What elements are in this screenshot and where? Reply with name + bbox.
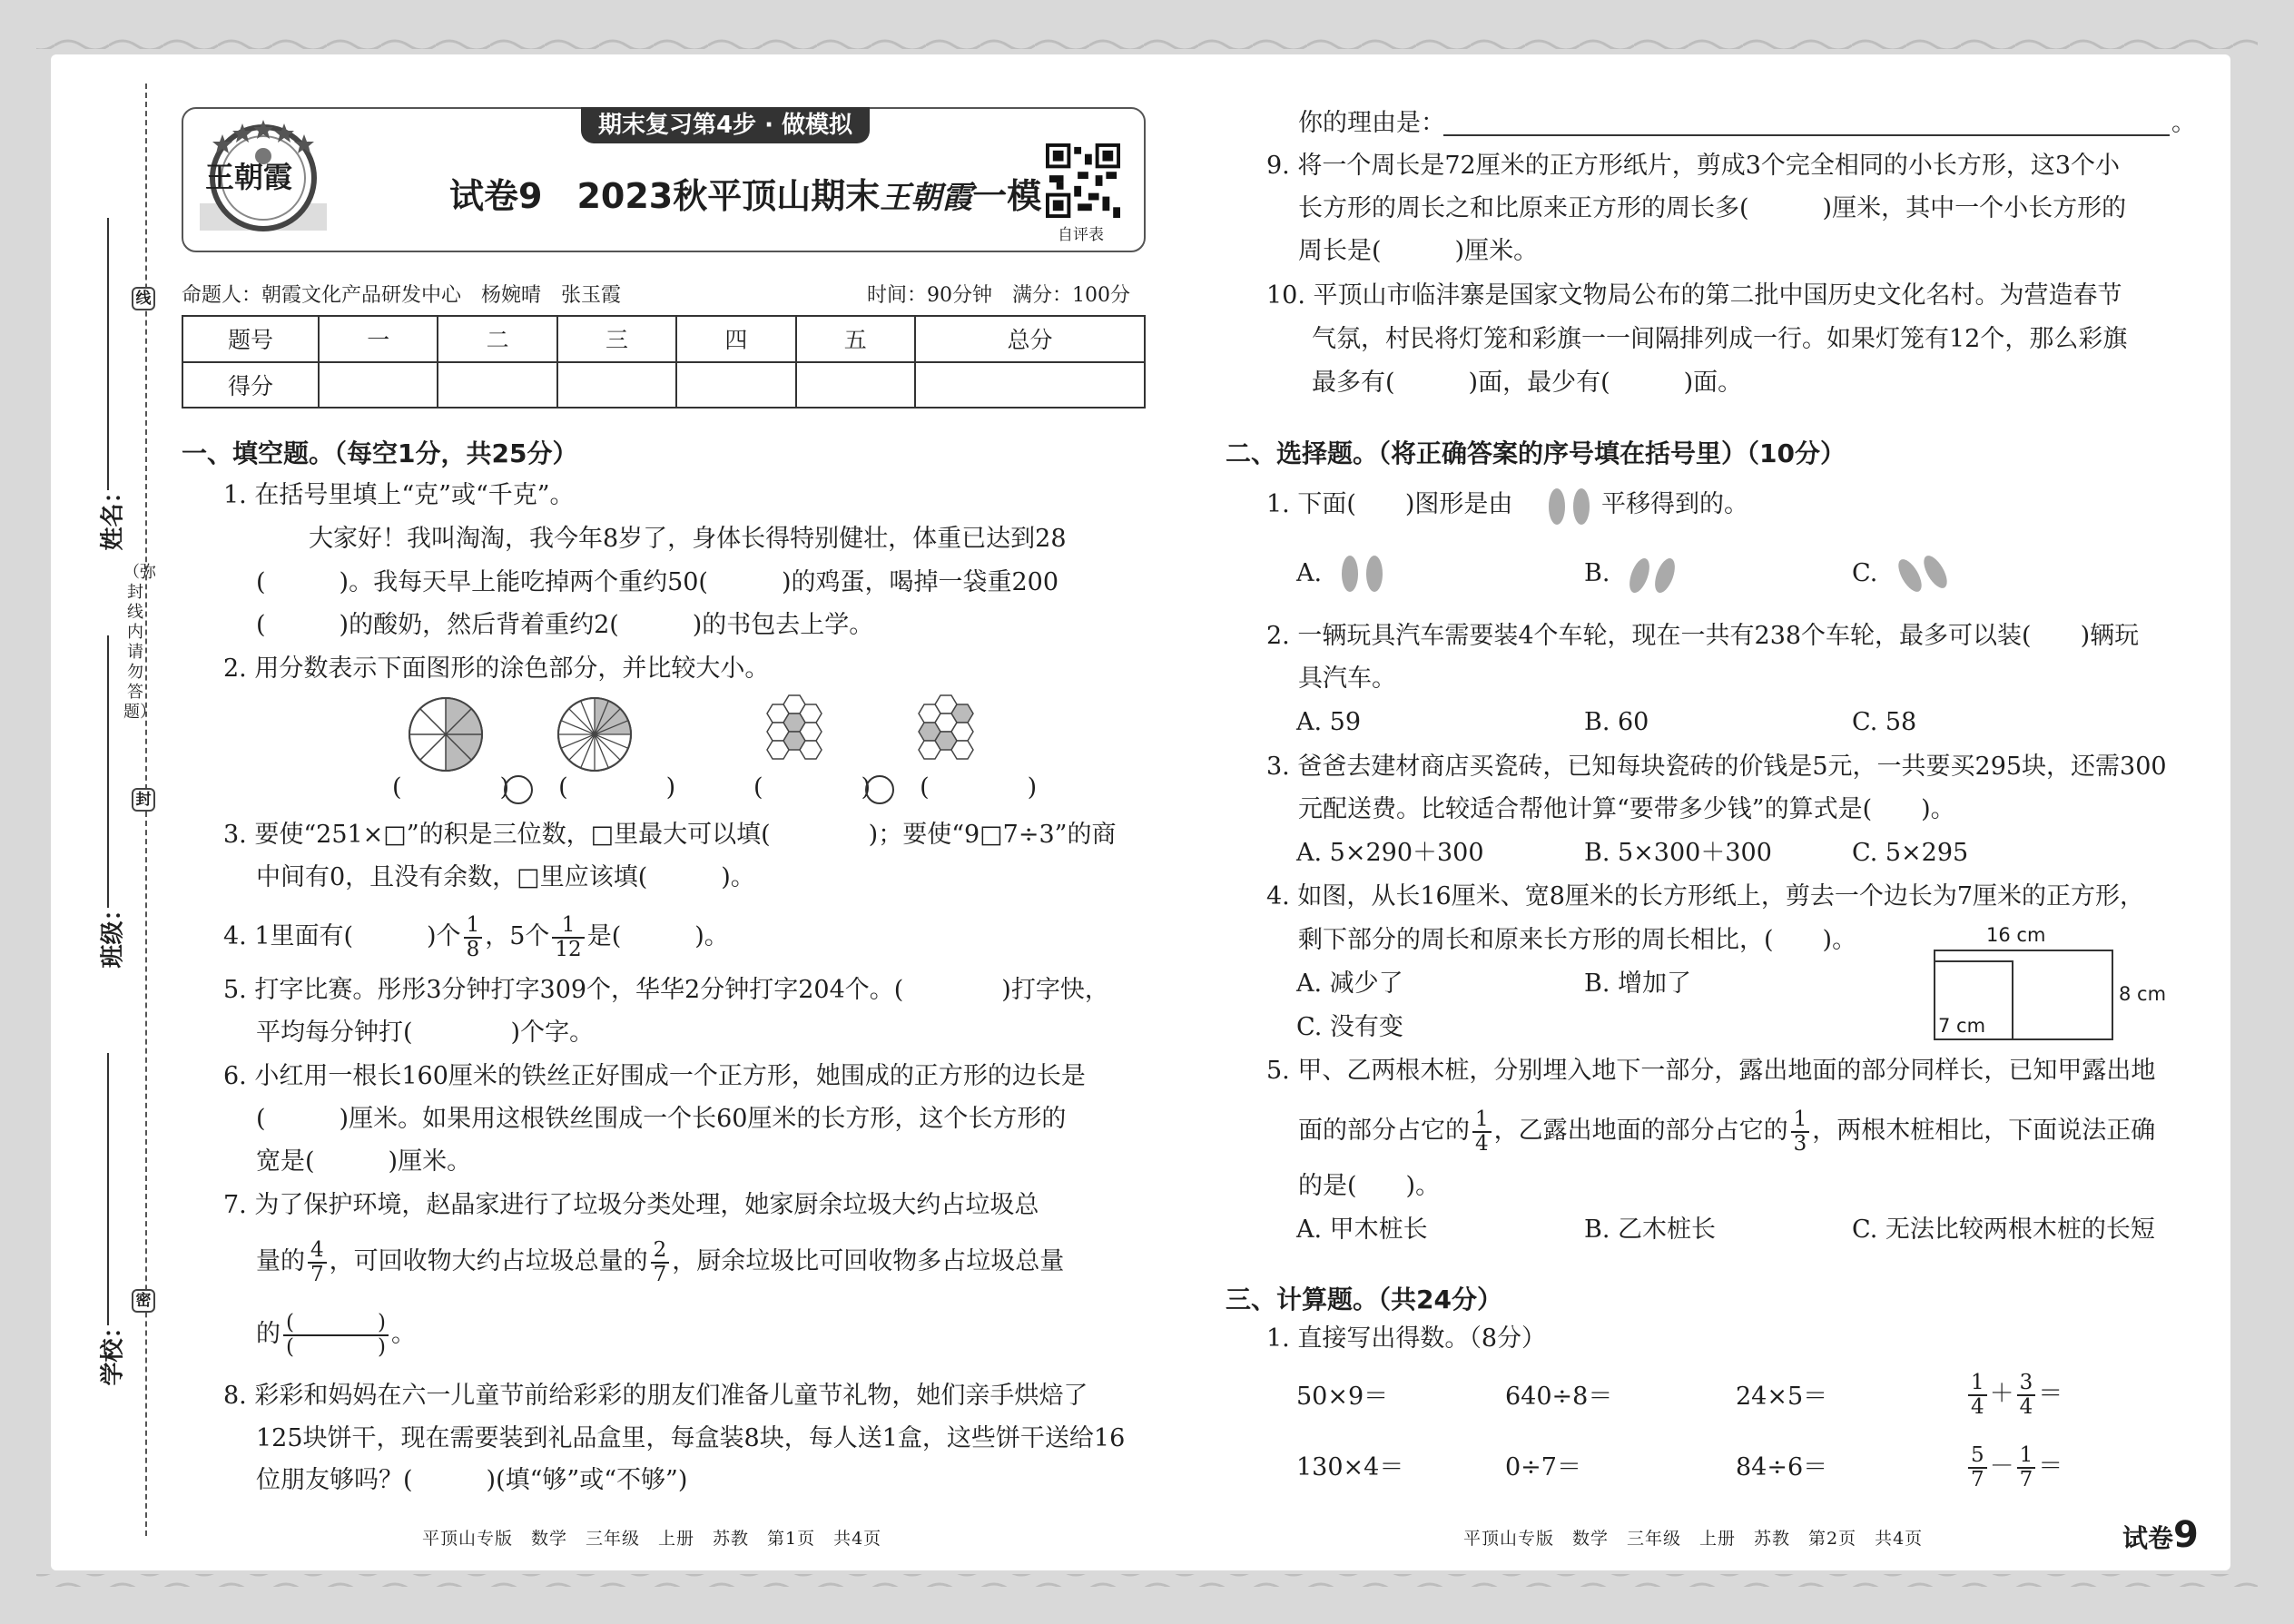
frac-den: 7 (310, 1262, 324, 1286)
s2-q1-option-c[interactable]: C. (1852, 559, 1878, 587)
frac-num: 1 (2017, 1444, 2036, 1469)
s1-q1-stem: 1. 在括号里填上“克”或“千克”。 (223, 481, 575, 509)
frac-den: 7 (1971, 1467, 1984, 1491)
q9-line2: 长方形的周长之和比原来正方形的周长多( )厘米，其中一个小长方形的 (1298, 194, 2127, 222)
fraction (308, 1239, 327, 1286)
s1-q1-line2: ( )。我每天早上能吃掉两个重约50( )的鸡蛋，喝掉一袋重200 (256, 568, 1059, 596)
s1-q7-line1: 7. 为了保护环境，赵晶家进行了垃圾分类处理，她家厨余垃圾大约占垃圾总 (223, 1191, 1039, 1219)
s2-q5-option[interactable]: C. 无法比较两根木桩的长短 (1852, 1216, 2155, 1244)
frac-den: 7 (653, 1262, 667, 1286)
s1-q7-l2c: ，厨余垃圾比可回收物多占垃圾总量 (672, 1247, 1065, 1275)
paper-tag-number: 9 (2173, 1514, 2199, 1556)
s2-q2-line2: 具汽车。 (1298, 664, 1396, 693)
calc-item: 24×5＝ (1736, 1383, 1828, 1411)
frac-num: 3 (2017, 1372, 2036, 1396)
s1-q5-line2: 平均每分钟打( )个字。 (256, 1019, 595, 1047)
s2-q2-line1: 2. 一辆玩具汽车需要装4个车轮，现在一共有238个车轮，最多可以装( )辆玩 (1266, 622, 2140, 650)
score-cell: 题号 (182, 316, 319, 362)
school-line (107, 1053, 109, 1325)
frac-num: 4 (308, 1239, 327, 1264)
qr-label: 自评表 (1058, 226, 1104, 244)
score-input[interactable] (915, 362, 1145, 408)
title-suffix: 一模 (972, 176, 1042, 216)
q10-line2: 气氛，村民将灯笼和彩旗一一间隔排列成一行。如果灯笼有12个，那么彩旗 (1312, 325, 2128, 353)
s1-q7-line3 (256, 1307, 416, 1362)
s2-q1-option-a[interactable]: A. (1296, 559, 1323, 587)
s2-q2-option[interactable]: A. 59 (1296, 708, 1362, 736)
footprints-option-c-icon[interactable] (1890, 546, 1955, 603)
fraction (1472, 1108, 1492, 1156)
frac-den: 7 (2019, 1467, 2033, 1491)
equals: ＝ (2038, 1452, 2063, 1481)
s1-q8-line3: 位朋友够吗？( )(填“够”或“不够”) (256, 1466, 688, 1494)
s1-q2-stem: 2. 用分数表示下面图形的涂色部分，并比较大小。 (223, 655, 770, 683)
calc-fraction-item (1965, 1440, 2063, 1494)
s2-q5-option[interactable]: A. 甲木桩长 (1296, 1216, 1428, 1244)
s1-q6-line1: 6. 小红用一根长160厘米的铁丝正好围成一个正方形，她围成的正方形的边长是 (223, 1062, 1086, 1090)
meta-authors: 命题人：朝霞文化产品研发中心 杨婉晴 张玉霞 (182, 284, 622, 307)
fraction (2017, 1372, 2036, 1419)
calc-item: 640÷8＝ (1505, 1383, 1613, 1411)
name-label: 姓名： (99, 479, 127, 551)
operator: － (1989, 1452, 2014, 1481)
equals: ＝ (2038, 1380, 2063, 1408)
title-brand: 王朝霞 (880, 180, 973, 216)
s1-q7-l3b: 。 (390, 1320, 416, 1348)
s2-q5-line1: 5. 甲、乙两根木桩，分别埋入地下一部分，露出地面的部分同样长，已知甲露出地 (1266, 1057, 2156, 1085)
s2-q5-l2a: 面的部分占它的 (1298, 1117, 1470, 1145)
s1-q2-answer-pair1: ( ) ( ) (392, 773, 676, 802)
s1-q4-c: 是( )。 (586, 922, 729, 950)
paper-tag (2122, 1514, 2199, 1556)
step-banner: 期末复习第4步 · 做模拟 (581, 107, 870, 143)
title-prefix: 试卷9 2023秋平顶山期末 (449, 176, 881, 216)
s2-q2-option[interactable]: C. 58 (1852, 708, 1917, 736)
score-cell: 二 (438, 316, 556, 362)
seal-top: 线 (132, 287, 155, 310)
s1-q7-line2 (256, 1236, 1064, 1287)
frac-num: ( ) (283, 1312, 389, 1336)
s1-q3-line1: 3. 要使“251×□”的积是三位数，□里最大可以填( )；要使“9□7÷3”的商 (223, 821, 1117, 849)
frac-den: 8 (466, 937, 480, 961)
s1-q4-a: 4. 1里面有( )个 (223, 922, 461, 950)
binding-warning: （弥封线内请勿答题） (123, 563, 156, 722)
circle-figure-1 (407, 695, 485, 773)
exam-title (449, 168, 1041, 218)
s1-q6-line2: ( )厘米。如果用这根铁丝围成一个长60厘米的长方形，这个长方形的 (256, 1105, 1067, 1133)
s2-q3-line1: 3. 爸爸去建材商店买瓷砖，已知每块瓷砖的价钱是5元，一共要买295块，还需300 (1266, 753, 2167, 781)
footer-right: 平顶山专版 数学 三年级 上册 苏教 第2页 共4页 (1463, 1529, 1924, 1549)
s2-q4-option[interactable]: B. 增加了 (1584, 969, 1692, 998)
s1-q8-line2: 125块饼干，现在需要装到礼品盒里，每盒装8块，每人送1盒，这些饼干送给16 (256, 1424, 1126, 1452)
s1-q7-l3a: 的 (256, 1320, 281, 1348)
dim-16cm: 16 cm (1986, 924, 2046, 946)
s1-q3-line2: 中间有0，且没有余数，□里应该填( )。 (256, 863, 755, 891)
reason-label: 你的理由是： (1298, 109, 1445, 137)
name-line (107, 218, 109, 490)
operator: ＋ (1989, 1380, 2014, 1408)
frac-den: ( ) (286, 1334, 386, 1359)
answer-fraction[interactable] (283, 1312, 389, 1359)
frac-num: 1 (1472, 1108, 1492, 1133)
s3-q1-stem: 1. 直接写出得数。（8分） (1266, 1324, 1547, 1353)
frac-num: 1 (1968, 1372, 1987, 1396)
fraction (651, 1239, 670, 1286)
fraction (1968, 1372, 1987, 1419)
qr-code-icon[interactable] (1046, 143, 1120, 218)
s1-q4 (223, 912, 729, 961)
compare-circle-2[interactable] (864, 774, 895, 805)
s2-q1-option-b[interactable]: B. (1584, 559, 1610, 587)
dim-8cm: 8 cm (2119, 983, 2167, 1005)
frac-den: 3 (1793, 1131, 1807, 1156)
calc-item: 50×9＝ (1296, 1383, 1389, 1411)
fraction (464, 914, 483, 961)
s1-q4-b: ，5个 (485, 922, 550, 950)
s1-q7-l2b: ，可回收物大约占垃圾总量的 (329, 1247, 648, 1275)
s2-q2-option[interactable]: B. 60 (1584, 708, 1649, 736)
frac-den: 4 (2019, 1394, 2033, 1419)
frac-num: 1 (552, 914, 584, 939)
paper-tag-prefix: 试卷 (2122, 1523, 2174, 1553)
s2-q4-line1: 4. 如图，从长16厘米、宽8厘米的长方形纸上，剪去一个边长为7厘米的正方形， (1266, 882, 2145, 910)
score-cell: 三 (557, 316, 676, 362)
score-table (182, 315, 1146, 408)
s2-q3-line2: 元配送费。比较适合帮他计算“要带多少钱”的算式是( )。 (1298, 795, 1955, 823)
class-label: 班级： (99, 897, 127, 969)
s2-q4-line2: 剩下部分的周长和原来长方形的周长相比，( )。 (1298, 926, 1857, 954)
s2-q4-option[interactable]: C. 没有变 (1296, 1013, 1403, 1041)
school-label: 学校： (99, 1314, 127, 1386)
meta-time-score: 时间：90分钟 满分：100分 (867, 284, 1130, 307)
q10-line3: 最多有( )面，最少有( )面。 (1312, 369, 1743, 397)
class-line (107, 635, 109, 908)
score-input[interactable] (438, 362, 556, 408)
score-input[interactable] (676, 362, 795, 408)
s1-q1-line3: ( )的酸奶，然后背着重约2( )的书包去上学。 (256, 611, 874, 639)
frac-num: 1 (1791, 1108, 1810, 1133)
q9-line1: 9. 将一个周长是72厘米的正方形纸片，剪成3个完全相同的小长方形，这3个小 (1266, 152, 2121, 180)
s1-q8-line1: 8. 彩彩和妈妈在六一儿童节前给彩彩的朋友们准备儿童节礼物，她们亲手烘焙了 (223, 1382, 1088, 1410)
score-table-header-row (182, 316, 1145, 362)
reason-period: 。 (2171, 109, 2196, 137)
section2-heading: 二、选择题。（将正确答案的序号填在括号里）（10分） (1226, 438, 1846, 468)
score-cell: 五 (796, 316, 915, 362)
s2-q3-option[interactable]: B. 5×300＋300 (1584, 839, 1772, 867)
seal-mid: 封 (132, 788, 155, 812)
fraction (2017, 1444, 2036, 1491)
s1-q2-answer-pair2: ( ) ( ) (753, 773, 1038, 802)
s1-q5-line1: 5. 打字比赛。彤彤3分钟打字309个，华华2分钟打字204个。( )打字快， (223, 976, 1109, 1004)
s2-q3-option[interactable]: A. 5×290＋300 (1296, 839, 1484, 867)
logo-text: 王朝霞 (205, 160, 293, 194)
s2-q4-option[interactable]: A. 减少了 (1296, 969, 1403, 998)
score-cell: 总分 (915, 316, 1145, 362)
reason-answer-line[interactable] (1443, 134, 2170, 136)
score-input[interactable] (796, 362, 915, 408)
q9-line3: 周长是( )厘米。 (1298, 237, 1539, 265)
s2-q5-line2 (1298, 1106, 2155, 1156)
compare-circle-1[interactable] (503, 774, 534, 805)
calc-item: 130×4＝ (1296, 1453, 1404, 1481)
frac-den: 4 (1475, 1131, 1489, 1156)
s2-q5-l2c: ，两根木桩相比，下面说法正确 (1812, 1117, 2156, 1145)
fraction (1968, 1444, 1987, 1491)
frac-den: 12 (555, 937, 582, 961)
frac-den: 4 (1971, 1394, 1984, 1419)
circle-figure-2 (556, 695, 634, 773)
dim-7cm: 7 cm (1938, 1015, 1986, 1037)
hexagon-figure-1 (765, 694, 834, 768)
s2-q5-option[interactable]: B. 乙木桩长 (1584, 1216, 1717, 1244)
q10-line1: 10. 平顶山市临沣寨是国家文物局公布的第二批中国历史文化名村。为营造春节 (1266, 281, 2122, 310)
s2-q1-stem-a: 1. 下面( )图形是由 (1266, 490, 1513, 518)
section1-heading: 一、填空题。（每空1分，共25分） (182, 438, 578, 468)
score-row-label: 得分 (182, 362, 319, 408)
calc-fraction-item (1965, 1367, 2063, 1422)
footprints-option-b-icon[interactable] (1621, 548, 1685, 603)
hexagon-figure-2 (917, 694, 986, 768)
score-cell: 四 (676, 316, 795, 362)
s2-q1-stem-b: 平移得到的。 (1601, 490, 1748, 518)
footer-left: 平顶山专版 数学 三年级 上册 苏教 第1页 共4页 (422, 1529, 882, 1549)
s1-q1-line1: 大家好！我叫淘淘，我今年8岁了，身体长得特别健壮，体重已达到28 (309, 525, 1067, 553)
s2-q3-option[interactable]: C. 5×295 (1852, 839, 1969, 867)
fraction (552, 914, 584, 961)
frac-num: 2 (651, 1239, 670, 1264)
s1-q7-l2a: 量的 (256, 1247, 305, 1275)
section3-heading: 三、计算题。（共24分） (1226, 1284, 1502, 1314)
s2-q5-l2b: ，乙露出地面的部分占它的 (1493, 1117, 1788, 1145)
frac-num: 1 (464, 914, 483, 939)
calc-item: 84÷6＝ (1736, 1453, 1828, 1481)
frac-num: 5 (1968, 1444, 1987, 1469)
score-input[interactable] (319, 362, 438, 408)
s2-q5-line3: 的是( )。 (1298, 1172, 1441, 1200)
score-table-score-row (182, 362, 1145, 408)
score-cell: 一 (319, 316, 438, 362)
seal-bottom: 密 (132, 1289, 155, 1313)
s1-q6-line3: 宽是( )厘米。 (256, 1147, 472, 1176)
footprints-icon (1541, 479, 1598, 528)
calc-item: 0÷7＝ (1505, 1453, 1581, 1481)
score-input[interactable] (557, 362, 676, 408)
footprints-option-a-icon[interactable] (1334, 548, 1391, 597)
fraction (1791, 1108, 1810, 1156)
